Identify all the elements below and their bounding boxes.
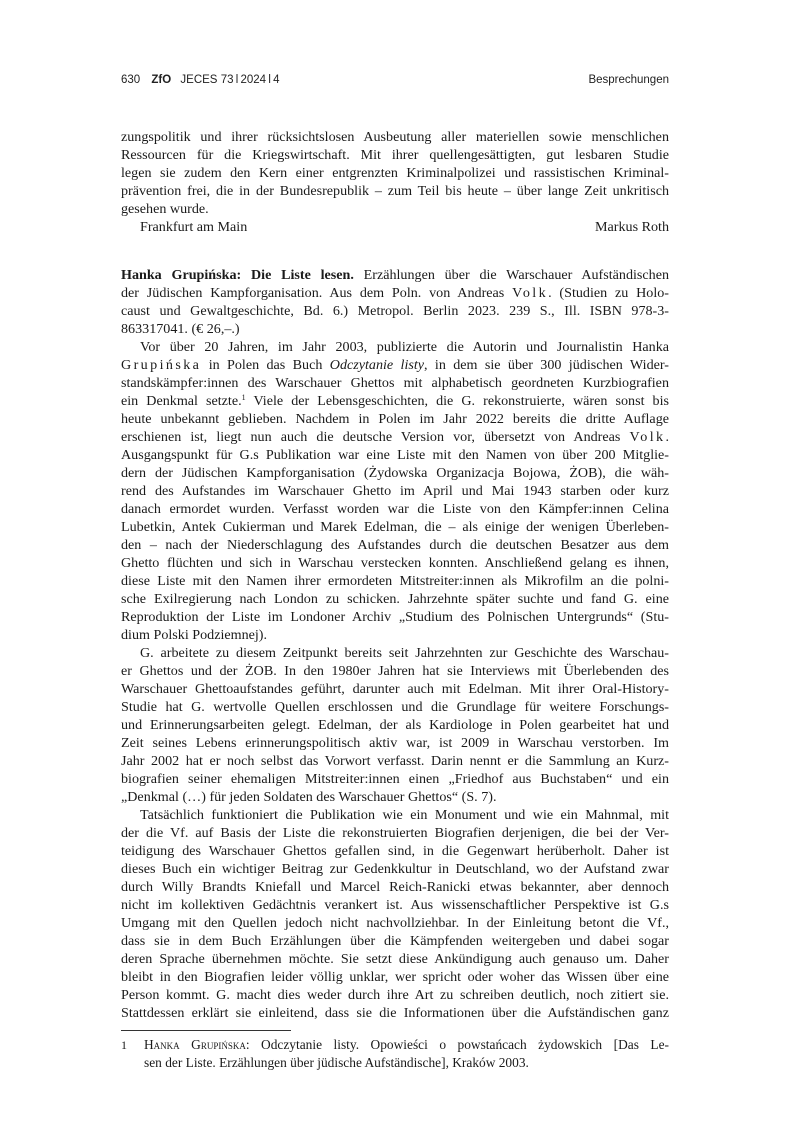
text-line: Ressourcen für die Kriegswirtschaft. Mit ihrer quellengesättigten, gut lesbaren Studie: [121, 147, 669, 163]
text-line: biografien seiner ehemaligen Mitstreiter:innen einen „Friedhof aus Buchstaben“ und ein: [121, 771, 669, 787]
text-line: Vor über 20 Jahren, im Jahr 2003, publizierte die Autorin und Journalistin Hanka: [140, 339, 669, 355]
text-line: zungspolitik und ihrer rücksichtslosen Ausbeutung aller materiellen sowie menschlichen: [121, 129, 669, 145]
text-line: Warschauer Ghettoaufstandes geführt, darunter auch mit Edelman. Mit ihrer Oral-History-: [121, 681, 669, 697]
text-line: er Ghettos und der ŻOB. In den 1980er Jahren hat sie Interviews mit Überlebenden des: [121, 663, 669, 679]
text-line: teidigung des Warschauer Ghettos gefallen sind, in die Gegenwart herüberholt. Daher ist: [121, 843, 669, 859]
text-line: Studie hat G. wertvolle Quellen erschlossen und die Grundlage für weitere Forschungs-: [121, 699, 669, 715]
text-line: durch Willy Brandts Kniefall und Marcel Reich-Ranicki etwas bekannter, aber dennoch: [121, 879, 669, 895]
text-line: Stattdessen erklärt sie einleitend, dass sie die Informationen über die Aufständischen ganz: [121, 1005, 669, 1021]
footnote-ref[interactable]: 1: [241, 393, 246, 402]
text-line: Person kommt. G. macht dies weder durch ihre Art zu schreiben deutlich, noch zitiert sie.: [121, 987, 669, 1003]
text-line: Ghetto flüchten und sich in Warschau verstecken konnten. Anschließend gelang es ihnen,: [121, 555, 669, 571]
header-left: [121, 74, 279, 86]
translator-name: Volk: [629, 429, 666, 445]
text-line: Ausgangspunkt für G.s Publikation war eine Liste mit den Namen von über 200 Mitglie-: [121, 447, 669, 463]
text-line: „Denkmal (…) für jeden Soldaten des Warschauer Ghettos“ (S. 7).: [121, 789, 497, 805]
text-line: gesehen wurde.: [121, 201, 209, 217]
journal-abbreviation: ZfO: [151, 74, 172, 86]
text-line: erschienen ist, liegt nun auch die deutsche Version vor, übersetzt von Andreas Volk.: [121, 429, 669, 445]
text-line: rend des Aufstandes im Warschauer Ghetto im April und Mai 1943 starben oder kurz: [121, 483, 669, 499]
footnote-number: 1: [121, 1038, 127, 1052]
review-heading-line: 863317041. (€ 26,–.): [121, 321, 240, 337]
text-line: ein Denkmal setzte.$^1$ Viele der Lebensgeschichten, die G. rekonstruierte, wären sonst bis: [121, 393, 669, 409]
separator: ǀ: [268, 74, 272, 86]
text-line: dium Polski Podziemnej).: [121, 627, 268, 643]
text-line: Reproduktion der Liste im Londoner Archiv „Studium des Polnischen Untergrunds“ (Stu-: [121, 609, 669, 625]
text-line: Lubetkin, Antek Cukierman und Marek Edelman, die – als einige der wenigen Überleben-: [121, 519, 669, 535]
text-line: standskämpfer:innen des Warschauer Ghettos mit alphabetisch geordneten Kurzbiografien: [121, 375, 669, 391]
text-line: dern der Jüdischen Kampforganisation (Żydowska Organizacja Bojowa, ŻOB), die wäh-: [121, 465, 669, 481]
text-line: dass sie in dem Buch Erzählungen über die Kämpfenden weitergeben und dabei sogar: [121, 933, 669, 949]
text-line: bleibt in den Biografien leider völlig unklar, wer spricht oder woher das Wissen über eine: [121, 969, 669, 985]
text-line: der die Vf. auf Basis der Liste die rekonstruierten Biografien derjenigen, die bei der Ver-: [121, 825, 669, 841]
text-line: Tatsächlich funktioniert die Publikation wie ein Monument und wie ein Mahnmal, mit: [140, 807, 669, 823]
volume: 73: [220, 74, 234, 86]
book-title: Die Liste lesen.: [250, 267, 354, 283]
separator: ǀ: [235, 74, 239, 86]
text-line: sche Exilregierung nach London zu schicken. Jahrzehnte später suchte und fand G. eine: [121, 591, 669, 607]
journal-code: JECES: [180, 74, 218, 86]
footnote-rule: [121, 1030, 291, 1031]
footnote-line: sen der Liste. Erzählungen über jüdische Aufständische], Kraków 2003.: [144, 1055, 529, 1070]
book-author: Hanka Grupińska:: [121, 267, 242, 283]
text-line: und Erinnerungsarbeiten gelegt. Edelman, der als Kardiologe in Polen gearbeitet hat und: [121, 717, 669, 733]
text-line: heute unbekannt geblieben. Nachdem in Polen im Jahr 2022 bereits die dritte Auflage: [121, 411, 669, 427]
text-line: Grupińska in Polen das Buch Odczytanie listy, in dem sie über 300 jüdischen Wider-: [121, 357, 669, 373]
running-header: [121, 74, 669, 92]
translator-name: Volk: [512, 285, 549, 301]
review-author: Markus Roth: [595, 219, 669, 235]
text-line: G. arbeitete zu diesem Zeitpunkt bereits seit Jahrzehnten zur Geschichte des Warschau-: [140, 645, 669, 661]
text-line: prävention frei, die in der Bundesrepublik – zum Teil bis heute – über lange Zeit unkritisch: [121, 183, 669, 199]
text-line: deren Sprache übernehmen möchte. Sie setzt diese Ankündigung auch genauso um. Daher: [121, 951, 669, 967]
author-name-spaced: Grupińska: [121, 357, 202, 373]
footnote-author: Hanka Grupińska: [144, 1037, 246, 1052]
year: 2024: [240, 74, 267, 86]
text-line: den – nach der Niederschlagung des Aufstandes durch die deutschen Besatzer aus dem: [121, 537, 669, 553]
text-line: Umgang mit den Quellen jedoch nicht nachvollziehbar. In der Einleitung betont die Vf.,: [121, 915, 669, 931]
text-line: nicht im kollektiven Gedächtnis verankert ist. Aus wissenschaftlicher Perspektive ist G.s: [121, 897, 669, 913]
text-line: danach ermordet wurden. Verfasst worden war die Liste von den Kämpfer:innen Celina: [121, 501, 669, 517]
review-heading-line: caust und Gewaltgeschichte, Bd. 6.) Metropol. Berlin 2023. 239 S., Ill. ISBN 978-3-: [121, 303, 669, 319]
review-heading-line: Hanka Grupińska: Die Liste lesen. Erzählungen über die Warschauer Aufständischen: [121, 267, 669, 283]
page-number: 630: [121, 74, 141, 86]
issue: 4: [273, 74, 280, 86]
review-heading-line: der Jüdischen Kampforganisation. Aus dem Poln. von Andreas Volk. (Studien zu Holo-: [121, 285, 669, 301]
book-title-italic: Odczytanie listy: [329, 357, 425, 373]
footnote-line: Hanka Grupińska: Odczytanie listy. Opowieści o powstańcach żydowskich [Das Le-: [144, 1037, 669, 1052]
text-line: dieses Buch ein wichtiger Beitrag zur Gedenkkultur in Deutschland, wo der Aufstand zwar: [121, 861, 669, 877]
text-line: legen sie zudem den Kern einer entgrenzten Kriminalpolizei und rassistischen Kriminal-: [121, 165, 669, 181]
text-line: Zeit seines Lebens erinnerungspolitisch aktiv war, ist 2009 in Warschau verstorben. Im: [121, 735, 669, 751]
section-title: Besprechungen: [588, 74, 669, 86]
text-line: diese Liste mit den Namen ihrer ermordeten Mitstreiter:innen als Mikrofilm an die polni-: [121, 573, 669, 589]
text-line: Jahr 2002 hat er noch selbst das Vorwort verfasst. Darin nennt er die Sammlung an Kurz-: [121, 753, 669, 769]
review-place: Frankfurt am Main: [140, 219, 248, 235]
